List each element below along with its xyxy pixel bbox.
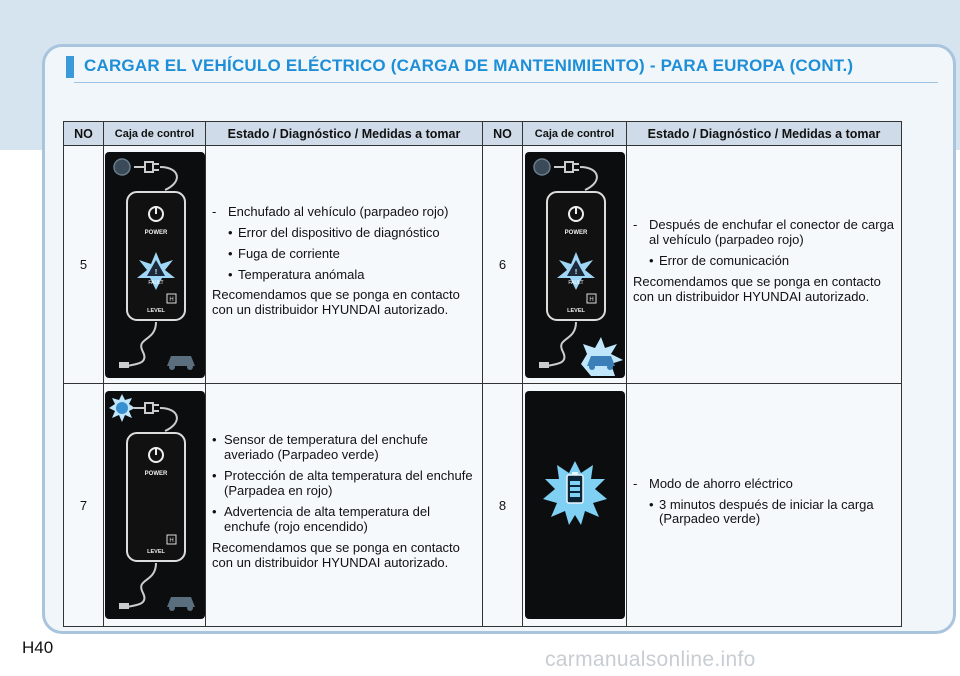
level-label: LEVEL [146, 307, 165, 314]
page-title: CARGAR EL VEHÍCULO ELÉCTRICO (CARGA DE MANTENIMIENTO) - PARA EUROPA (CONT.) [84, 56, 854, 75]
table-header-row [64, 122, 902, 146]
title-rule [74, 82, 938, 83]
power-saving-icon [525, 391, 625, 619]
power-label: POWER [144, 471, 167, 477]
svg-text:!: ! [574, 268, 577, 276]
col-header-control-box: Caja de control [104, 122, 206, 146]
svg-text:!: ! [154, 268, 157, 276]
row-number: 6 [483, 146, 523, 384]
h-label: H [168, 296, 174, 303]
watermark: carmanualsonline.info [545, 648, 756, 671]
col-header-no: NO [64, 122, 104, 146]
status-description: - Enchufado al vehículo (parpadeo rojo) • Error del dispositivo de diagnóstico • Fuga de corriente • Temperatura anómala Recomendamos que se ponga en contacto con un distribuidor HYUNDAI autorizado. [206, 146, 483, 384]
col-header-control-box-2: Caja de control [523, 122, 627, 146]
row-number: 8 [483, 384, 523, 627]
fault-label: FAULT [567, 279, 584, 286]
col-header-status-2: Estado / Diagnóstico / Medidas a tomar [627, 122, 902, 146]
level-label: LEVEL [146, 549, 165, 555]
control-box-power-saving-image [525, 391, 625, 619]
control-box-image-cell [523, 384, 627, 627]
h-label: H [168, 538, 174, 544]
power-label: POWER [144, 229, 167, 236]
control-box-image-cell [104, 146, 206, 384]
charger-comm-error-icon [525, 152, 625, 378]
control-box-image-cell [104, 384, 206, 627]
col-header-status: Estado / Diagnóstico / Medidas a tomar [206, 122, 483, 146]
charger-temperature-icon [105, 391, 205, 619]
table-row [64, 384, 902, 627]
status-table [63, 121, 902, 627]
title-accent [66, 56, 74, 78]
control-box-temperature-image [105, 391, 205, 619]
charger-fault-icon [105, 152, 205, 378]
col-header-no-2: NO [483, 122, 523, 146]
page-number: H40 [22, 638, 54, 657]
status-description: • Sensor de temperatura del enchufe averiado (Parpadeo verde) • Protección de alta temperatura del enchufe (Parpadea en rojo) • Advertencia de alta temperatura del enchufe (rojo encendido) Recomendamos que se ponga en contacto con un distribuidor HYUNDAI autorizado. [206, 384, 483, 627]
power-label: POWER [564, 229, 587, 236]
row-number: 7 [64, 384, 104, 627]
control-box-fault-image [105, 152, 205, 378]
table-row [64, 146, 902, 384]
control-box-image-cell [523, 146, 627, 384]
fault-label: FAULT [147, 279, 164, 286]
h-label: H [588, 296, 594, 303]
control-box-comm-error-image [525, 152, 625, 378]
status-description: - Después de enchufar el conector de carga al vehículo (parpadeo rojo) • Error de comunicación Recomendamos que se ponga en contacto con un distribuidor HYUNDAI autorizado. [627, 146, 902, 384]
row-number: 5 [64, 146, 104, 384]
status-description: - Modo de ahorro eléctrico • 3 minutos después de iniciar la carga (Parpadeo verde) [627, 384, 902, 627]
level-label: LEVEL [566, 307, 585, 314]
